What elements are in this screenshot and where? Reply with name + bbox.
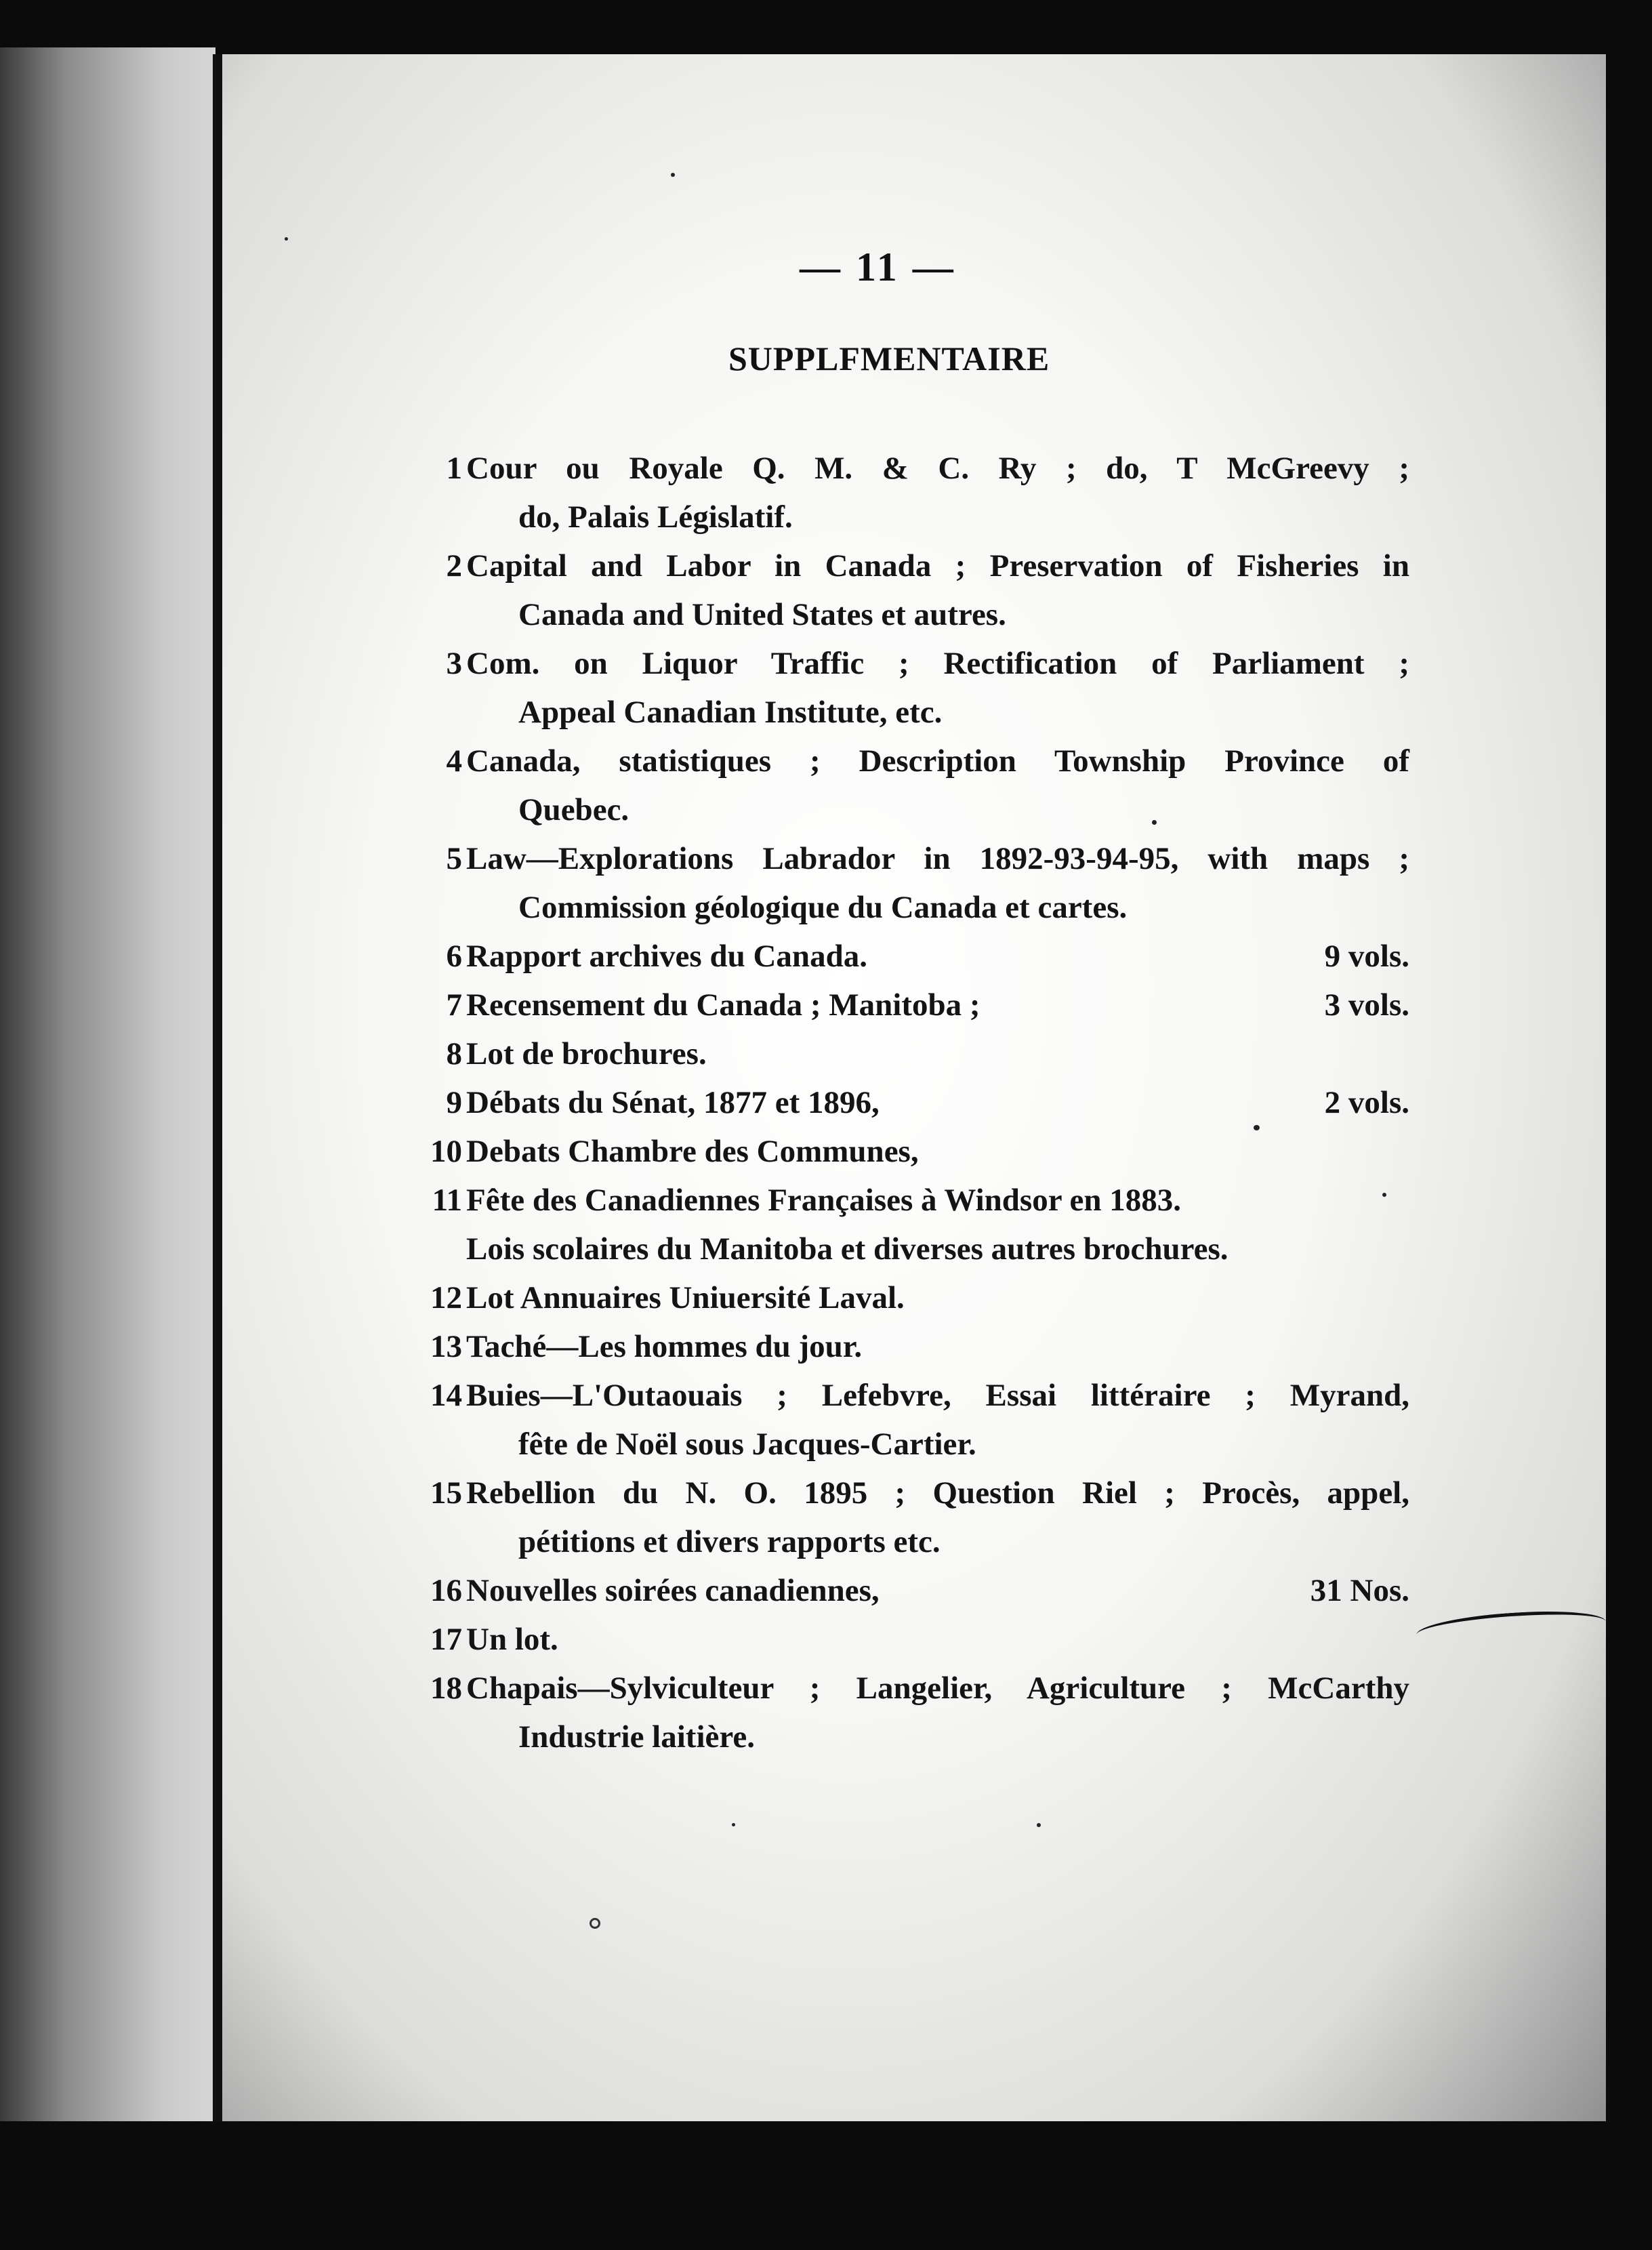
list-item: [407, 541, 1409, 639]
entry-text: Com. on Liquor Traffic ; Rectification of Parliament ;: [466, 646, 1409, 681]
list-item: [407, 1322, 1409, 1371]
entry-text: Nouvelles soirées canadiennes,: [466, 1573, 880, 1608]
list-item: [407, 932, 1409, 981]
list-item: [407, 1566, 1409, 1615]
entry-text: Commission géologique du Canada et cartes.: [518, 890, 1128, 925]
entry-text: fête de Noël sous Jacques-Cartier.: [518, 1427, 976, 1462]
entry-list: [407, 444, 1409, 1761]
entry-text: Rapport archives du Canada.: [466, 939, 867, 974]
entry-number: 3: [446, 646, 462, 681]
entry-number: 6: [446, 939, 462, 974]
entry-text: Chapais—Sylviculteur ; Langelier, Agriculture ; McCarthy: [466, 1671, 1409, 1706]
entry-text: Lois scolaires du Manitoba et diverses autres brochures.: [466, 1231, 1228, 1267]
list-item: [407, 1664, 1409, 1761]
page-number: — 11 —: [800, 245, 956, 289]
scan-speck: [285, 237, 288, 241]
entry-text: Un lot.: [466, 1622, 558, 1657]
scan-speck: [732, 1823, 735, 1826]
list-item: [407, 981, 1409, 1029]
list-item: [407, 1029, 1409, 1078]
entry-text: Capital and Labor in Canada ; Preservation of Fisheries in: [466, 548, 1409, 584]
list-item: [407, 737, 1409, 834]
list-item: [407, 1371, 1409, 1469]
scan-speck: [1037, 1823, 1041, 1827]
entry-number: 12: [430, 1280, 462, 1315]
entry-text: Law—Explorations Labrador in 1892-93-94-95, with maps ;: [466, 841, 1409, 876]
scan-border-bottom: [0, 2121, 1652, 2250]
list-item: [407, 834, 1409, 932]
list-item: [407, 1615, 1409, 1664]
entry-number: 7: [446, 987, 462, 1023]
entry-text: Cour ou Royale Q. M. & C. Ry ; do, T McGreevy ;: [466, 451, 1409, 486]
entry-number: 18: [430, 1671, 462, 1706]
entry-number: 2: [446, 548, 462, 584]
entry-text: Lot Annuaires Uniuersité Laval.: [466, 1280, 905, 1315]
entry-text: Buies—L'Outaouais ; Lefebvre, Essai littéraire ; Myrand,: [466, 1378, 1409, 1413]
entry-number: 10: [430, 1134, 462, 1169]
entry-count: 9 vols.: [1324, 939, 1409, 974]
list-item: [407, 1176, 1409, 1273]
list-item: [407, 444, 1409, 541]
entry-text: Quebec.: [518, 792, 629, 827]
list-item: [407, 1078, 1409, 1127]
entry-text: Lot de brochures.: [466, 1036, 707, 1071]
entry-number: 15: [430, 1475, 462, 1511]
list-item: [407, 1469, 1409, 1566]
entry-text: Fête des Canadiennes Françaises à Windsor en 1883.: [466, 1183, 1181, 1218]
entry-text: pétitions et divers rapports etc.: [518, 1524, 941, 1559]
entry-number: 14: [430, 1378, 462, 1413]
entry-number: 11: [432, 1183, 462, 1218]
entry-text: Canada and United States et autres.: [518, 597, 1006, 632]
entry-text: Débats du Sénat, 1877 et 1896,: [466, 1085, 880, 1120]
list-item: [407, 1127, 1409, 1176]
entry-text: Taché—Les hommes du jour.: [466, 1329, 863, 1364]
section-heading: SUPPLFMENTAIRE: [728, 340, 1050, 377]
entry-text: Rebellion du N. O. 1895 ; Question Riel ; Procès, appel,: [466, 1475, 1409, 1511]
list-item: [407, 639, 1409, 737]
entry-text: Recensement du Canada ; Manitoba ;: [466, 987, 980, 1023]
entry-number: 9: [446, 1085, 462, 1120]
entry-number: 13: [430, 1329, 462, 1364]
entry-text: do, Palais Législatif.: [518, 499, 793, 535]
entry-number: 1: [446, 451, 462, 486]
entry-text: Appeal Canadian Institute, etc.: [518, 695, 943, 730]
entry-number: 16: [430, 1573, 462, 1608]
entry-text: Industrie laitière.: [518, 1719, 755, 1755]
scan-border-right: [1606, 0, 1652, 2250]
entry-count: 3 vols.: [1324, 987, 1409, 1023]
entry-count: 2 vols.: [1324, 1085, 1409, 1120]
entry-count: 31 Nos.: [1310, 1573, 1409, 1608]
page-gutter: [213, 54, 222, 2121]
entry-text: Debats Chambre des Communes,: [466, 1134, 919, 1169]
scan-speck: [590, 1918, 600, 1929]
entry-number: 8: [446, 1036, 462, 1071]
scan-speck: [671, 173, 675, 177]
entry-number: 4: [446, 743, 462, 779]
entry-number: 5: [446, 841, 462, 876]
list-item: [407, 1273, 1409, 1322]
facing-page-edge: [0, 47, 215, 2121]
entry-text: Canada, statistiques ; Description Township Province of: [466, 743, 1409, 779]
entry-number: 17: [430, 1622, 462, 1657]
